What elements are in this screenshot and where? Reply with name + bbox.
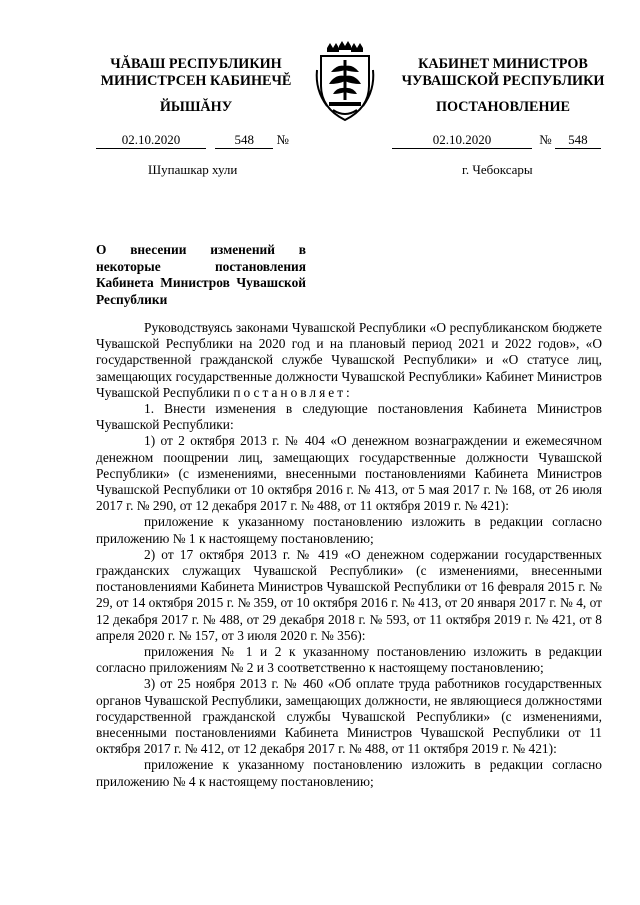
paragraph-subitem-2-action: приложения № 1 и 2 к указанному постановлению изложить в редакции согласно приложениям № 2 и 3 соответственно к настоящему постановлению;: [96, 644, 602, 676]
document-body: [96, 320, 602, 790]
paragraph-subitem-3: 3) от 25 ноября 2013 г. № 460 «Об оплате труда работников государственных органов Чувашской Республики, замещающих должности, не являющиеся должностями государственной гражданской службы Чувашской Республики» (с изменениями, внесенными постановлениями Кабинета Министров Чувашской Республики от 11 октября 2017 г. № 412, от 12 декабря 2017 г. № 488, от 11 октября 2019 г. № 421):: [96, 676, 602, 757]
left-place: Шупашкар хули: [148, 162, 238, 177]
header-left-line2: МИНИСТРСЕН КАБИНЕЧĔ: [100, 73, 292, 89]
header-left-doc-type: ЙЫШĂНУ: [159, 99, 233, 115]
left-date-line: [96, 132, 289, 149]
right-place: г. Чебоксары: [462, 162, 533, 177]
header-right: [388, 56, 618, 90]
right-number: 548: [555, 132, 601, 149]
paragraph-subitem-1: 1) от 2 октября 2013 г. № 404 «О денежном вознаграждении и ежемесячном денежном поощрении лиц, замещающих государственные должности Чувашской Республики» (с изменениями, внесенными постановлениями Кабинета Министров Чувашской Республики от 10 октября 2016 г. № 413, от 5 мая 2017 г. № 168, от 26 июля 2017 г. № 290, от 12 декабря 2017 г. № 488, от 11 октября 2019 г. № 421):: [96, 433, 602, 514]
paragraph-subitem-2: 2) от 17 октября 2013 г. № 419 «О денежном содержании государственных гражданских служащих Чувашской Республики» (с изменениями, внесенными постановлениями Кабинета Министров Чувашской Республики от 16 февраля 2015 г. № 29, от 14 октября 2015 г. № 359, от 10 октября 2016 г. № 413, от 20 января 2017 г. № 4, от 12 декабря 2017 г. № 488, от 29 декабря 2018 г. № 593, от 11 октября 2019 г. № 421, от 8 апреля 2020 г. № 157, от 3 июля 2020 г. № 356):: [96, 546, 602, 643]
header-left: [96, 56, 296, 90]
paragraph-item-1: 1. Внести изменения в следующие постановления Кабинета Министров Чувашской Республики:: [96, 401, 602, 433]
header-left-line1: ЧĂВАШ РЕСПУБЛИКИН: [110, 56, 282, 72]
paragraph-preamble: [96, 320, 602, 401]
right-date-line: [392, 132, 601, 149]
header-right-line2: ЧУВАШСКОЙ РЕСПУБЛИКИ: [401, 73, 605, 89]
paragraph-subitem-3-action: приложение к указанному постановлению изложить в редакции согласно приложению № 4 к настоящему постановлению;: [96, 757, 602, 789]
left-number-sign: №: [276, 132, 289, 147]
preamble-decree: постановляет:: [233, 384, 353, 400]
preamble-text: Руководствуясь законами Чувашской Республики «О республиканском бюджете Чувашской Республики на 2020 год и на плановый период 2021 и 2022 годов», «О государственной гражданской службе Чувашской Республики» и «О статусе лиц, замещающих государственные должности Чувашской Республики» Кабинет Министров Чувашской Республики: [96, 320, 602, 400]
header-right-doc-type: ПОСТАНОВЛЕНИЕ: [435, 99, 571, 115]
document-subject: О внесении изменений в некоторые постановления Кабинета Министров Чувашской Республики: [96, 242, 306, 307]
left-date: 02.10.2020: [96, 132, 206, 149]
coat-of-arms-icon: [313, 40, 377, 128]
right-date: 02.10.2020: [392, 132, 532, 149]
left-number: 548: [215, 132, 273, 149]
paragraph-subitem-1-action: приложение к указанному постановлению изложить в редакции согласно приложению № 1 к настоящему постановлению;: [96, 514, 602, 546]
right-number-sign: №: [539, 132, 552, 147]
header-right-line1: КАБИНЕТ МИНИСТРОВ: [418, 56, 588, 72]
